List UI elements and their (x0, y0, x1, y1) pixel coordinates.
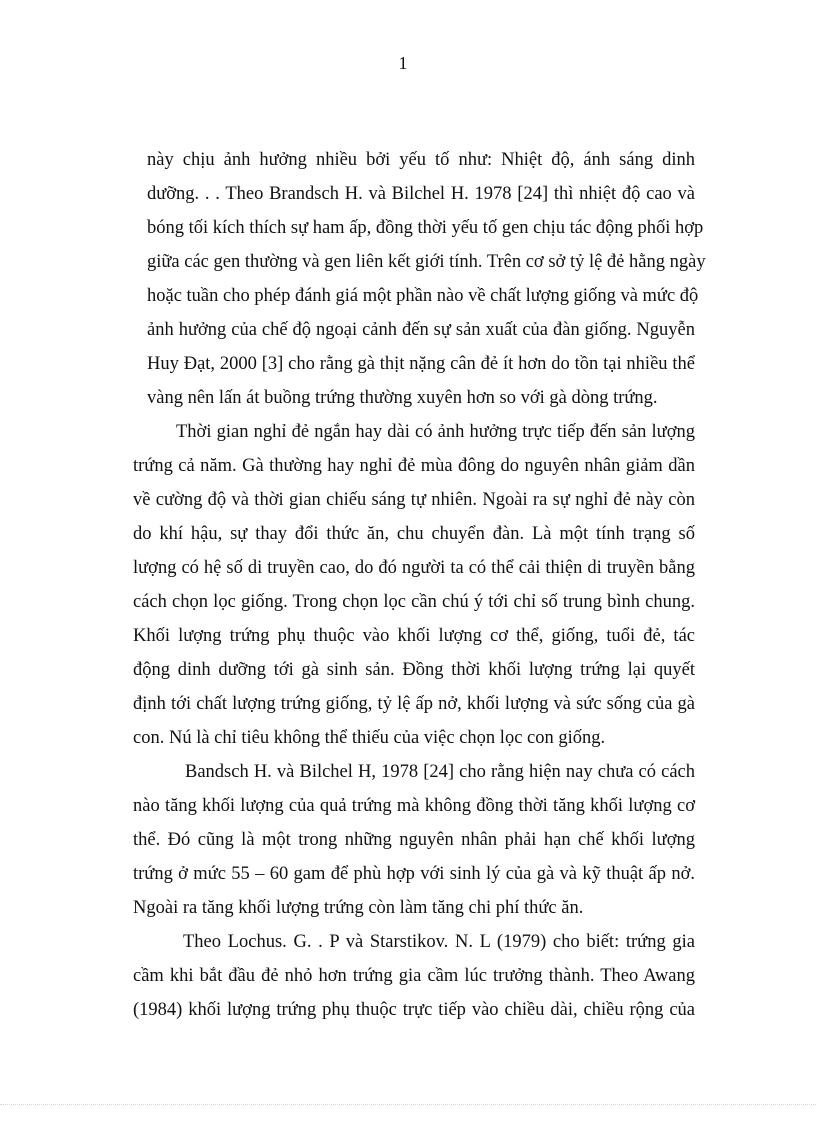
text-line: về cường độ và thời gian chiếu sáng tự nhiên. Ngoài ra sự nghỉ đẻ này còn (133, 490, 695, 510)
text-line: Bandsch H. và Bilchel H, 1978 [24] cho rằng hiện nay chưa có cách (185, 762, 695, 782)
text-line: Thời gian nghỉ đẻ ngắn hay dài có ảnh hưởng trực tiếp đến sản lượng (176, 422, 695, 442)
text-line: bóng tối kích thích sự ham ấp, đồng thời yếu tố gen chịu tác động phối hợp (147, 218, 704, 238)
text-line: dưỡng. . . Theo Brandsch H. và Bilchel H. 1978 [24] thì nhiệt độ cao và (147, 184, 695, 204)
text-line: do khí hậu, sự thay đổi thức ăn, chu chuyển đàn. Là một tính trạng số (133, 524, 695, 544)
text-line: cầm khi bắt đầu đẻ nhỏ hơn trứng gia cầm lúc trưởng thành. Theo Awang (133, 966, 695, 986)
text-line: Theo Lochus. G. . P và Starstikov. N. L (1979) cho biết: trứng gia (183, 932, 695, 952)
text-line: (1984) khối lượng trứng phụ thuộc trực tiếp vào chiều dài, chiều rộng của (133, 1000, 695, 1020)
text-line: động dinh dưỡng tới gà sinh sản. Đồng thời khối lượng trứng lại quyết (133, 660, 695, 680)
text-line: Khối lượng trứng phụ thuộc vào khối lượng cơ thể, giống, tuổi đẻ, tác (133, 626, 695, 646)
text-line: trứng ở mức 55 – 60 gam để phù hợp với sinh lý của gà và kỹ thuật ấp nở. (133, 864, 695, 884)
text-line: ảnh hưởng của chế độ ngoại cảnh đến sự sản xuất của đàn giống. Nguyễn (147, 320, 695, 340)
text-line: con. Nú là chỉ tiêu không thể thiếu của việc chọn lọc con giống. (133, 728, 606, 748)
text-line: định tới chất lượng trứng giống, tỷ lệ ấp nở, khối lượng và sức sống của gà (133, 694, 695, 714)
text-line: Ngoài ra tăng khối lượng trứng còn làm tăng chi phí thức ăn. (133, 898, 584, 918)
page-bottom-rule (0, 1104, 816, 1105)
text-line: này chịu ảnh hưởng nhiều bởi yếu tố như: Nhiệt độ, ánh sáng dinh (147, 150, 695, 170)
text-line: thể. Đó cũng là một trong những nguyên nhân phải hạn chế khối lượng (133, 830, 695, 850)
text-line: giữa các gen thường và gen liên kết giới tính. Trên cơ sở tỷ lệ đẻ hằng ngày (147, 252, 706, 272)
text-line: hoặc tuần cho phép đánh giá một phần nào về chất lượng giống và mức độ (147, 286, 699, 306)
text-line: Huy Đạt, 2000 [3] cho rằng gà thịt nặng cân đẻ ít hơn do tồn tại nhiều thể (147, 354, 695, 374)
text-line: vàng nên lấn át buồng trứng thường xuyên hơn so với gà dòng trứng. (147, 388, 658, 408)
text-line: trứng cả năm. Gà thường hay nghỉ đẻ mùa đông do nguyên nhân giảm dần (133, 456, 695, 476)
text-line: nào tăng khối lượng của quả trứng mà không đồng thời tăng khối lượng cơ (133, 796, 695, 816)
text-line: cách chọn lọc giống. Trong chọn lọc cần chú ý tới chỉ số trung bình chung. (133, 592, 695, 612)
text-line: lượng có hệ số di truyền cao, do đó người ta có thể cải thiện di truyền bằng (133, 558, 695, 578)
page-number: 1 (398, 53, 408, 73)
